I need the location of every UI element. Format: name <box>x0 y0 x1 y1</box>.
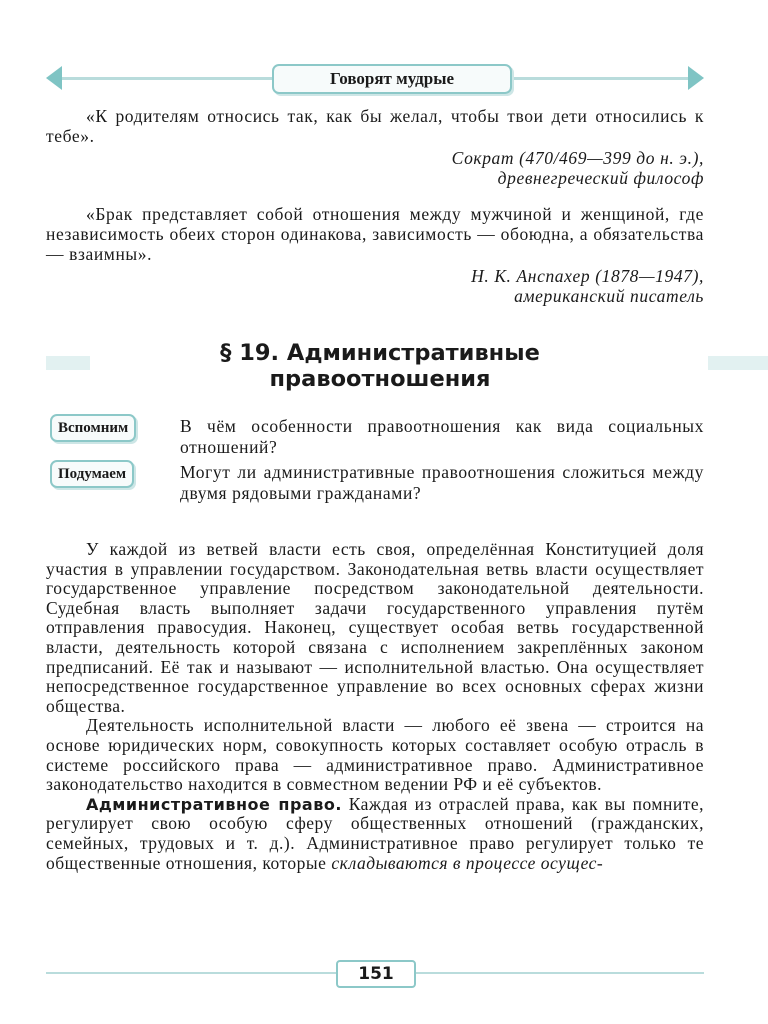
quote-author: Сократ (470/469—399 до н. э.), <box>451 148 704 168</box>
recall-question: В чём особенности правоотношения как вида социальных отношений? <box>180 416 704 457</box>
paragraph <box>46 795 704 873</box>
quote-text: «К родителям относись так, как бы желал, чтобы твои дети относились к тебе». <box>46 106 704 146</box>
think-badge: Подумаем <box>50 460 134 488</box>
emphasized-text: складываются в процессе осущес- <box>331 852 604 873</box>
banner-title: Говорят мудрые <box>272 64 512 94</box>
main-text <box>46 540 704 873</box>
paragraph: У каждой из ветвей власти есть своя, определённая Конституцией доля участия в управлении государством. Законодательная ветвь власти осуществляет государственное управление посредством законодательной деятельности. Судебная власть выполняет задачи государственного управления путём отправления правосудия. Наконец, существует особая ветвь государственной власти, деятельность которой связана с исполнением закреплённых законом предписаний. Её так и называют — исполнительной властью. Она осуществляет непосредственное государственное управление во всех основных сферах жизни общества. <box>46 539 704 716</box>
section-title <box>100 340 660 392</box>
think-question: Могут ли административные правоотношения сложиться между двумя рядовыми гражданами? <box>180 462 704 503</box>
paragraph-text: Каждая из отраслей права, как вы помните, регулирует свою особую сферу общественных отношений (гражданских, семейных, трудовых и т. д.). Административное право регулирует только те общественные отношения, которые <box>46 793 704 873</box>
decorative-stripe-right <box>708 356 768 370</box>
quote-2 <box>46 204 704 306</box>
section-title-line2: правоотношения <box>269 366 491 392</box>
wise-sayings-banner <box>46 62 704 96</box>
arrow-right-icon <box>688 66 704 90</box>
quote-author-role: американский писатель <box>514 286 704 306</box>
decorative-stripe-left <box>46 356 90 370</box>
paragraph: Деятельность исполнительной власти — любого её звена — строится на основе юридических норм, совокупность которых составляет особую отрасль в системе российского права — административное право. Административное законодательство находится в совместном ведении РФ и её субъектов. <box>46 715 704 795</box>
quote-1 <box>46 106 704 188</box>
quote-author-role: древнегреческий философ <box>497 168 704 188</box>
term-heading: Административное право. <box>86 794 342 814</box>
page-footer <box>46 960 704 990</box>
quote-text: «Брак представляет собой отношения между мужчиной и женщиной, где независимость обеих сторон одинакова, зависимость — обоюдна, а обязательства — взаимны». <box>46 204 704 264</box>
recall-badge: Вспомним <box>50 414 136 442</box>
quote-author: Н. К. Анспахер (1878—1947), <box>471 266 704 286</box>
section-title-line1: § 19. Административные <box>220 340 540 366</box>
page-number: 151 <box>336 960 416 988</box>
arrow-left-icon <box>46 66 62 90</box>
